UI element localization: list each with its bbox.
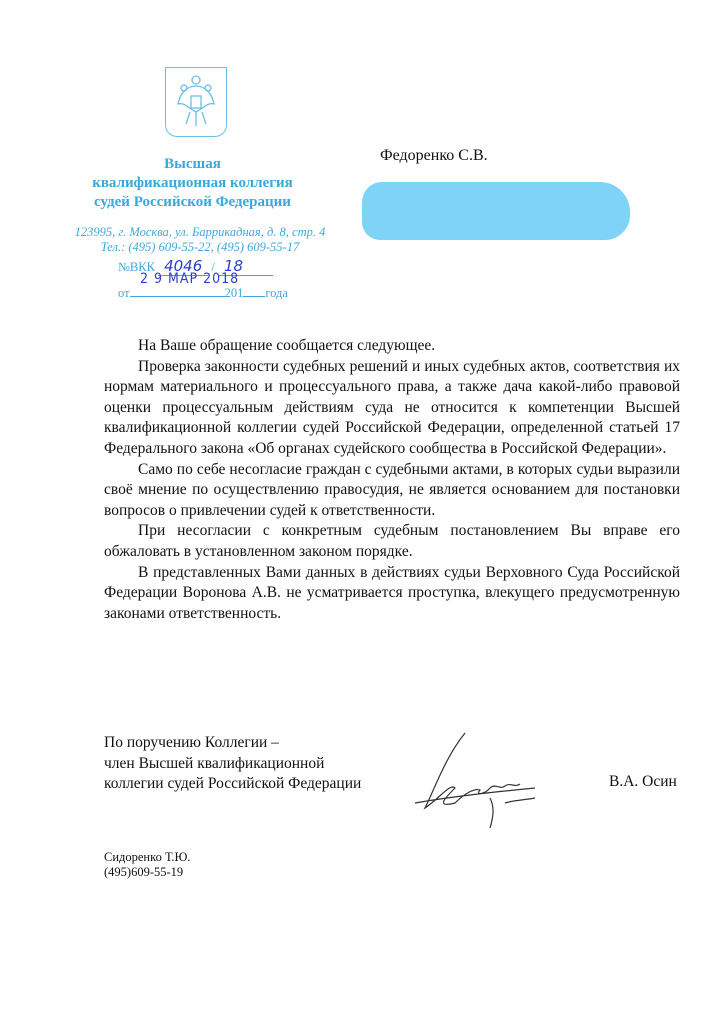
date-year: 201 [224, 286, 244, 300]
signature-line: член Высшей квалификационной [104, 754, 325, 772]
organization-name [60, 155, 325, 212]
paragraph: На Ваше обращение сообщается следующее. [138, 337, 436, 354]
date-suffix: года [265, 286, 288, 300]
handwritten-signature [395, 728, 545, 838]
date-line [118, 286, 288, 301]
double-headed-eagle-icon [166, 68, 226, 136]
date-stamp: 2 9 МАР 2018 [140, 271, 240, 287]
executor-block [104, 850, 190, 880]
signature-line: По поручению Коллегии – [104, 734, 279, 751]
phones: Тел.: (495) 609-55-22, (495) 609-55-17 [100, 240, 300, 254]
paragraph: Проверка законности судебных решений и иных судебных актов, соответствия их нормам материального и процессуального права, а также дача какой-либо правовой оценки процессуальным действиям суда не относится к компетенции Высшей квалификационной коллегии судей Российской Федерации, определенной статьей 17 Федерального закона «Об органах судейского сообщества в Российской Федерации». [104, 357, 680, 457]
letter-body [104, 336, 680, 624]
coat-of-arms-emblem [165, 67, 227, 137]
redacted-address [362, 182, 630, 240]
recipient-name: Федоренко С.В. [380, 147, 488, 164]
reg-suffix-handwritten: 18 [218, 257, 273, 276]
signature-line: коллегии судей Российской Федерации [104, 775, 362, 793]
reg-separator: / [211, 260, 215, 274]
address-block [60, 225, 340, 255]
org-line: квалификационная коллегия [92, 175, 293, 191]
org-line: судей Российской Федерации [94, 194, 291, 210]
executor-name: Сидоренко Т.Ю. [104, 850, 191, 864]
paragraph: Само по себе несогласие граждан с судебными актами, в которых судьи выразили своё мнение по осуществлению правосудия, не является основанием для постановки вопросов о привлечении судей к ответственности. [104, 460, 680, 519]
reg-number-handwritten: 4046 [158, 257, 208, 276]
reg-prefix: №ВКК [118, 260, 155, 274]
address: 123995, г. Москва, ул. Баррикадная, д. 8, стр. 4 [74, 225, 326, 239]
org-line: Высшая [164, 156, 221, 172]
signer-name: В.А. Осин [609, 773, 677, 790]
date-prefix: от [118, 286, 130, 300]
signature-block [104, 733, 361, 795]
paragraph: В представленных Вами данных в действиях судьи Верховного Суда Российской Федерации Воронова А.В. не усматривается проступка, влекущего предусмотренную законами ответственность. [104, 563, 680, 622]
paragraph: При несогласии с конкретным судебным постановлением Вы вправе его обжаловать в установленном законом порядке. [104, 522, 680, 560]
executor-phone: (495)609-55-19 [104, 865, 184, 879]
